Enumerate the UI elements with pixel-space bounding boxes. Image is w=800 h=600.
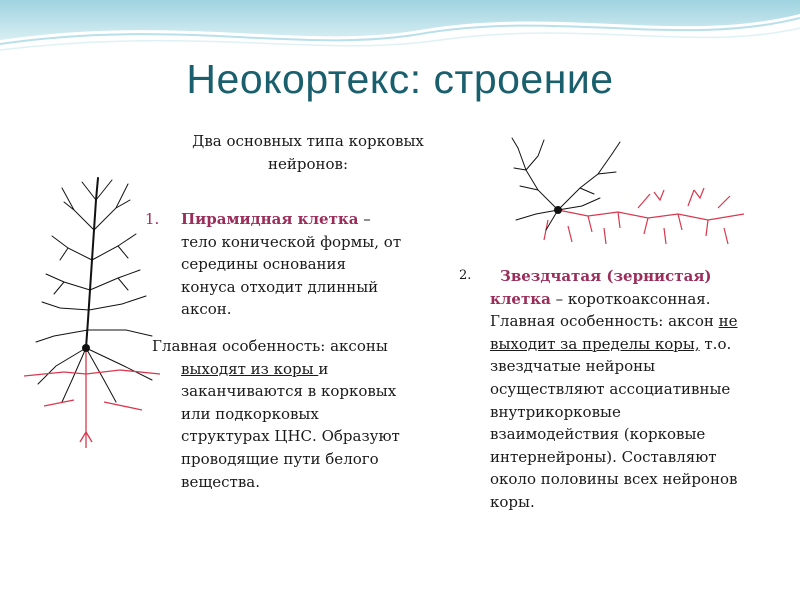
stellate-text: осуществляют ассоциативные [490,379,731,398]
stellate-cell-name: Звездчатая (зернистая) [500,267,712,285]
item-number: 1. [145,210,160,228]
stellate-text: внутрикорковые [490,402,621,421]
stellate-feature-label: Главная особенность: аксон [490,312,719,331]
feature-text: структурах ЦНС. Образуют [181,427,400,446]
header-wave-decoration [0,0,800,60]
pyramidal-cell-item [145,208,445,321]
feature-text: заканчиваются в корковых [181,382,397,401]
stellate-text: взаимодействия (корковые [490,425,706,444]
feature-text: вещества. [181,472,260,491]
stellate-cell-item [459,265,779,514]
dash: – [358,210,371,228]
item-number: 2. [459,268,472,283]
pyramidal-feature [152,335,452,493]
feature-label: Главная особенность: аксоны [152,337,388,355]
pyramidal-cell-name: Пирамидная клетка [181,210,359,228]
slide-title: Неокортекс: строение [186,56,614,102]
feature-text: и [318,359,329,378]
stellate-text: около половины всех нейронов [490,470,738,489]
feature-text: или подкорковых [181,404,319,423]
pyramidal-desc-line: конуса отходит длинный [181,277,379,296]
stellate-feature-underlined: выходит за пределы коры, [490,334,700,353]
pyramidal-desc-line: аксон. [181,300,232,319]
pyramidal-desc-line: середины основания [181,255,346,274]
stellate-text: звездчатые нейроны [490,357,656,376]
stellate-desc: – короткоаксонная. [550,289,711,308]
feature-text: проводящие пути белого [181,449,379,468]
pyramidal-desc-line: тело конической формы, от [181,232,402,251]
intro-text: Два основных типа корковых нейронов: [192,132,424,173]
stellate-feature-underlined: не [718,312,738,331]
stellate-text: коры. [490,492,535,511]
stellate-cell-name-cont: клетка [490,289,551,308]
stellate-neuron-image [508,128,748,248]
pyramidal-neuron-image [24,170,164,460]
stellate-text: интернейроны). Составляют [490,447,717,466]
feature-underlined: выходят из коры [181,359,319,378]
stellate-text: т.о. [699,334,732,353]
